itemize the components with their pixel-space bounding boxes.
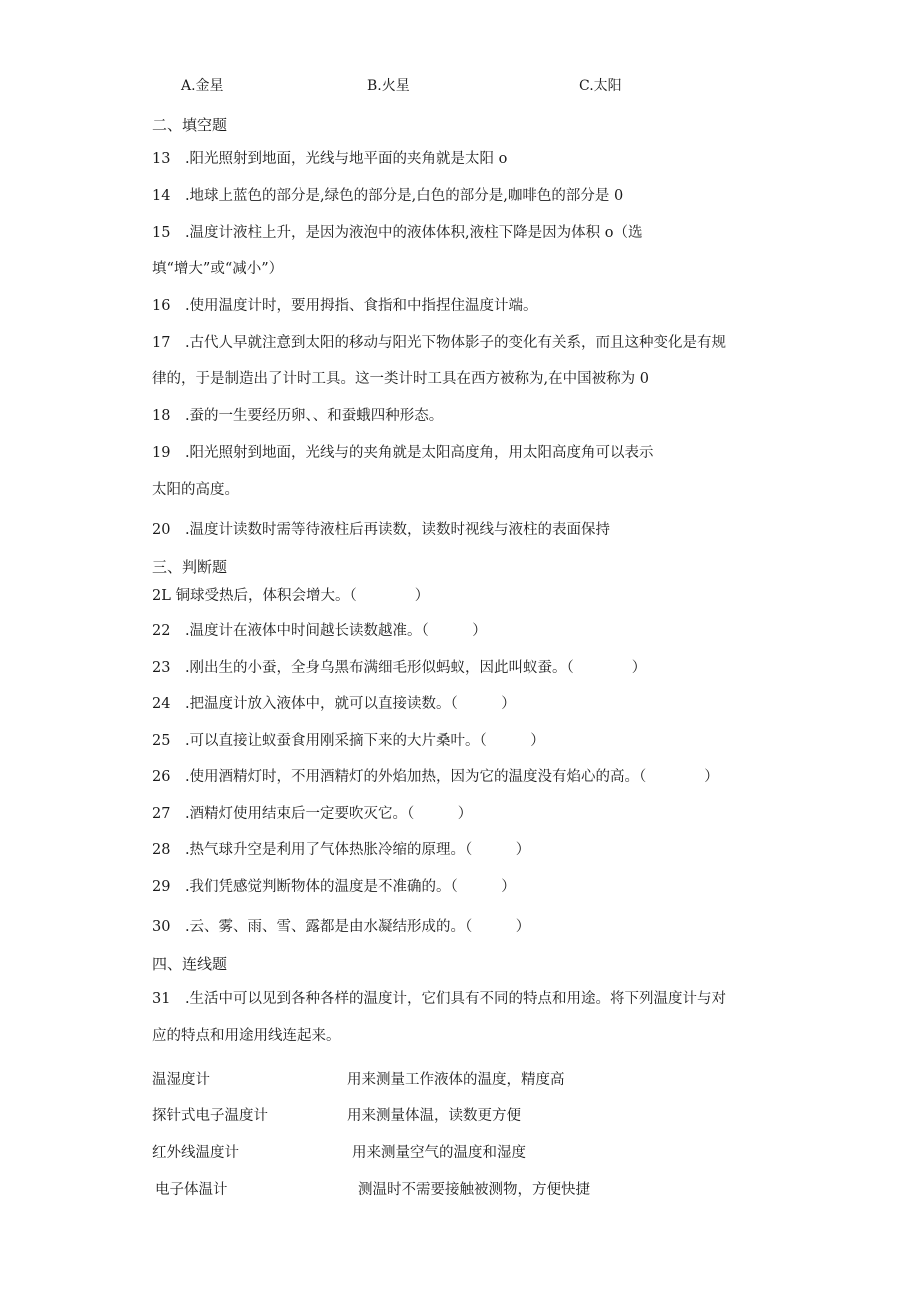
question-24: 24 .把温度计放入液体中，就可以直接读数。（ ） [152,696,516,712]
section-heading-match: 四、连线题 [152,955,228,973]
match-left-item: 电子体温计 [155,1182,228,1198]
question-17-continued: 律的，于是制造出了计时工具。这一类计时工具在西方被称为,在中国被称为 0 [152,371,649,387]
question-18: 18 .蚕的一生要经历卵、、和蚕蛾四种形态。 [152,408,444,424]
match-right-item: 用来测量体温，读数更方便 [347,1108,521,1124]
option-a: A.金星 [181,78,224,94]
question-19-continued: 太阳的高度。 [152,482,239,498]
match-right-item: 用来测量空气的温度和湿度 [352,1145,526,1161]
question-16: 16 .使用温度计时，要用拇指、食指和中指捏住温度计端。 [152,298,538,314]
question-14: 14 .地球上蓝色的部分是,绿色的部分是,白色的部分是,咖啡色的部分是 0 [152,188,624,204]
question-15-continued: 填“增大”或“减小”） [152,261,284,277]
match-right-item: 测温时不需要接触被测物，方便快捷 [358,1182,590,1198]
question-15: 15 .温度计液柱上升，是因为液泡中的液体体积,液柱下降是因为体积 o（选 [152,225,643,241]
question-19: 19 .阳光照射到地面，光线与的夹角就是太阳高度角，用太阳高度角可以表示 [152,445,654,461]
question-26: 26 .使用酒精灯时，不用酒精灯的外焰加热，因为它的温度没有焰心的高。（ ） [152,769,719,785]
section-heading-fill: 二、填空题 [152,116,228,134]
question-21: 2L 铜球受热后，体积会增大。（ ） [152,588,430,604]
question-23: 23 .刚出生的小蚕，全身乌黑布满细毛形似蚂蚁，因此叫蚁蚕。（ ） [152,660,647,676]
option-c: C.太阳 [579,78,622,94]
question-25: 25 .可以直接让蚁蚕食用刚采摘下来的大片桑叶。（ ） [152,733,545,749]
question-20: 20 .温度计读数时需等待液柱后再读数，读数时视线与液柱的表面保持 [152,522,611,538]
question-27: 27 .酒精灯使用结束后一定要吹灭它。（ ） [152,806,473,822]
question-31: 31 .生活中可以见到各种各样的温度计，它们具有不同的特点和用途。将下列温度计与对 [152,991,727,1007]
question-29: 29 .我们凭感觉判断物体的温度是不准确的。（ ） [152,879,516,895]
match-left-item: 探针式电子温度计 [152,1108,268,1124]
question-17: 17 .古代人早就注意到太阳的移动与阳光下物体影子的变化有关系，而且这种变化是有规 [152,335,727,351]
section-heading-judge: 三、判断题 [152,558,228,576]
match-left-item: 温湿度计 [152,1072,210,1088]
match-left-item: 红外线温度计 [152,1145,239,1161]
question-28: 28 .热气球升空是利用了气体热胀冷缩的原理。（ ） [152,842,531,858]
question-31-continued: 应的特点和用途用线连起来。 [152,1028,341,1044]
match-right-item: 用来测量工作液体的温度，精度高 [347,1072,565,1088]
option-b: B.火星 [367,78,410,94]
question-30: 30 .云、雾、雨、雪、露都是由水凝结形成的。（ ） [152,919,531,935]
question-22: 22 .温度计在液体中时间越长读数越准。（ ） [152,623,487,639]
question-13: 13 .阳光照射到地面，光线与地平面的夹角就是太阳 o [152,151,508,167]
